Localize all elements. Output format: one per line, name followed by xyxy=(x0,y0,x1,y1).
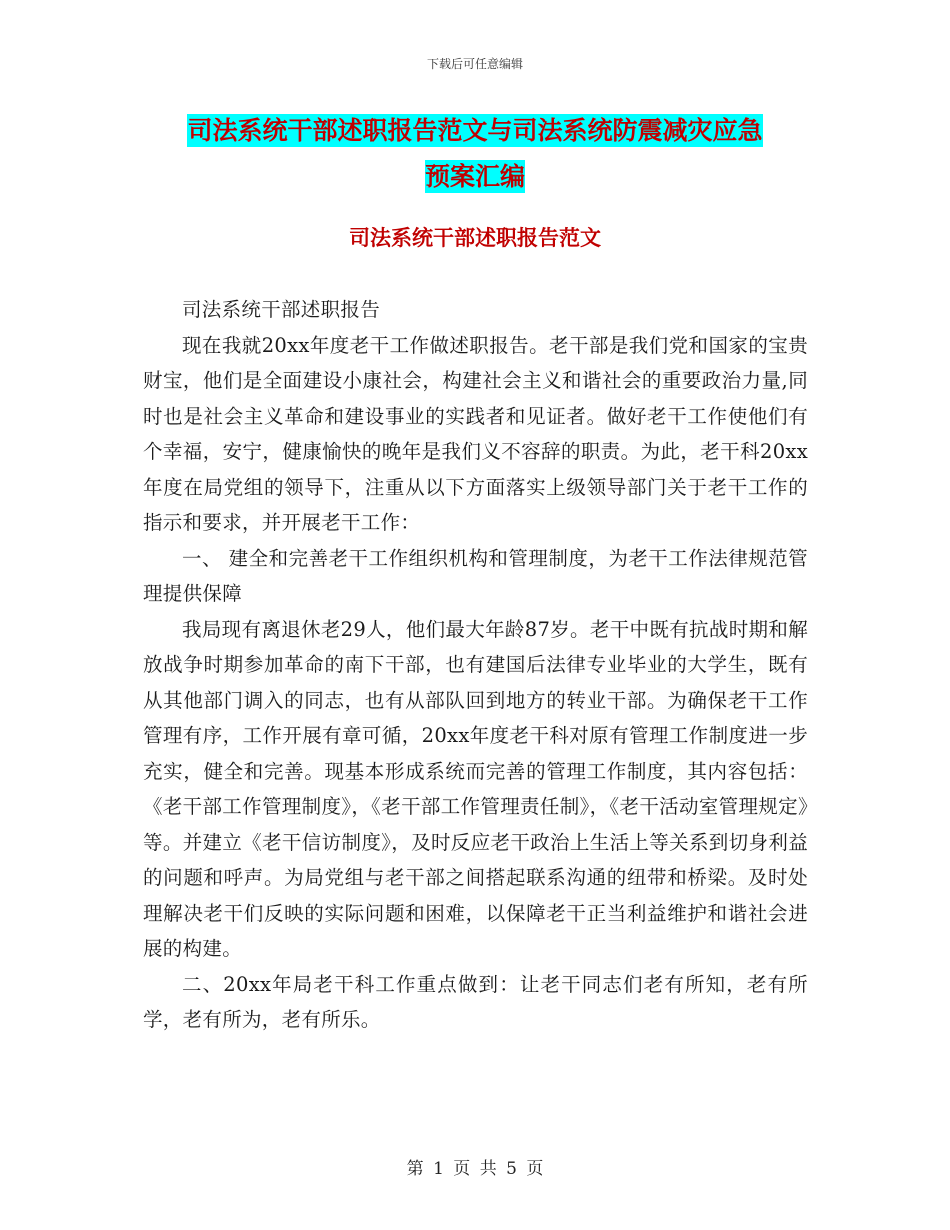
document-title-line2: 预案汇编 xyxy=(424,162,525,191)
paragraph: 我局现有离退休老29人，他们最大年龄87岁。老干中既有抗战时期和解放战争时期参加革命的南下干部，也有建国后法律专业毕业的大学生，既有从其他部门调入的同志，也有从部队回到地方的转业干部。为确保老干工作管理有序，工作开展有章可循，20xx年度老干科对原有管理工作制度进一步充实，健全和完善。现基本形成系统而完善的管理工作制度，其内容包括：《老干部工作管理制度》，《老干部工作管理责任制》，《老干活动室管理规定》等。并建立《老干信访制度》，及时反应老干政治上生活上等关系到切身利益的问题和呼声。为局党组与老干部之间搭起联系沟通的纽带和桥梁。及时处理解决老干们反映的实际问题和困难，以保障老干正当利益维护和谐社会进展的构建。 xyxy=(143,617,808,960)
document-title xyxy=(140,108,810,200)
paragraph: 现在我就20xx年度老干工作做述职报告。老干部是我们党和国家的宝贵财宝，他们是全面建设小康社会，构建社会主义和谐社会的重要政治力量,同时也是社会主义革命和建设事业的实践者和见证者。做好老干工作使他们有个幸福，安宁，健康愉快的晚年是我们义不容辞的职责。为此，老干科20xx年度在局党组的领导下，注重从以下方面落实上级领导部门关于老干工作的指示和要求，并开展老干工作： xyxy=(143,333,808,534)
document-title-line1: 司法系统干部述职报告范文与司法系统防震减灾应急 xyxy=(187,116,763,145)
document-body xyxy=(143,292,808,1038)
header-note: 下载后可任意编辑 xyxy=(426,57,523,71)
paragraph: 二、20xx年局老干科工作重点做到：让老干同志们老有所知，老有所学，老有所为，老有所乐。 xyxy=(143,972,808,1031)
paragraph: 司法系统干部述职报告 xyxy=(182,298,381,321)
section-title: 司法系统干部述职报告范文 xyxy=(349,226,601,250)
page-number-footer: 第 1 页 共 5 页 xyxy=(406,1159,544,1179)
paragraph: 一、 建全和完善老干工作组织机构和管理制度，为老干工作法律规范管理提供保障 xyxy=(143,546,808,605)
